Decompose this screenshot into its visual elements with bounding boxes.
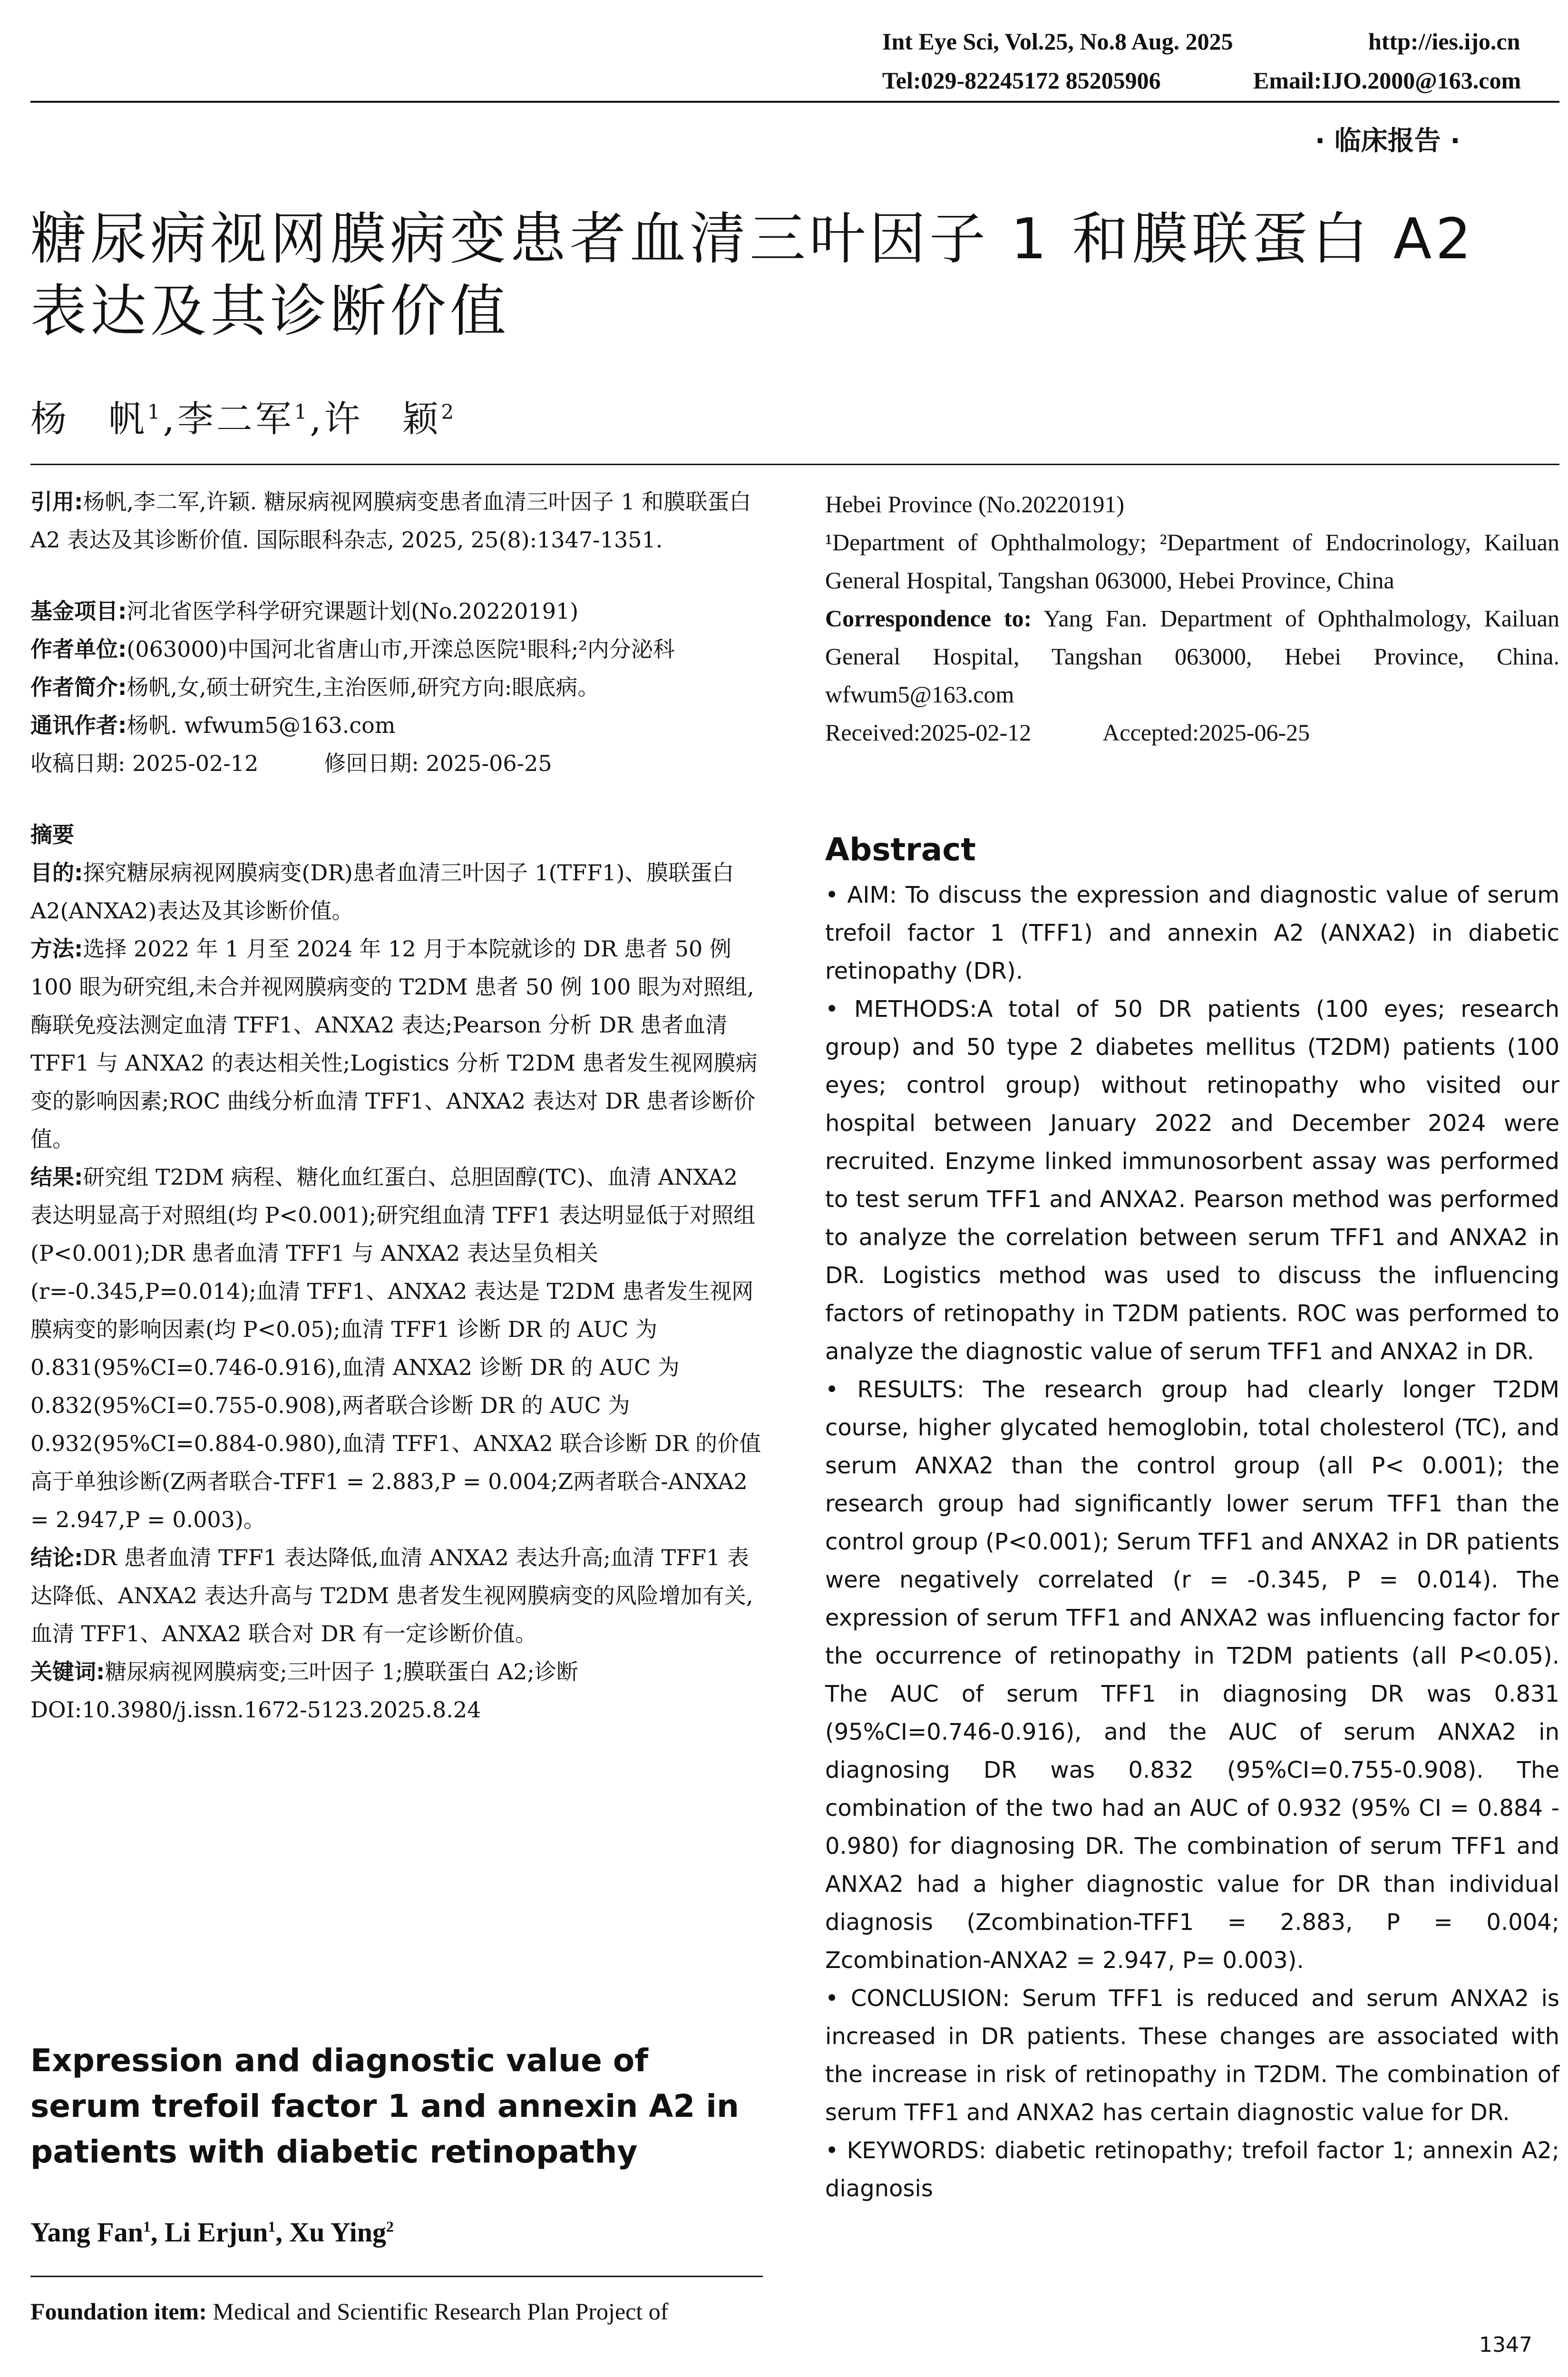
footnote-rule [30, 2276, 763, 2277]
author-affil: 2 [441, 400, 457, 424]
affiliation: ¹Department of Ophthalmology; ²Department of Endocrinology, Kailuan General Hospital, Tangshan 063000, Hebei Province, China [825, 529, 1559, 594]
abstract-results: 结果:研究组 T2DM 病程、糖化血红蛋白、总胆固醇(TC)、血清 ANXA2 表达明显高于对照组(均 P<0.001);研究组血清 TFF1 表达明显低于对照组(P<0.001);DR 患者血清 TFF1 与 ANXA2 表达呈负相关(r=-0.345,P=0.014);血清 TFF1、ANXA2 表达是 T2DM 患者发生视网膜病变的影响因素(均 P<0.05);血清 TFF1 诊断 DR 的 AUC 为 0.831(95%CI=0.746-0.916),血清 ANXA2 诊断 DR 的 AUC 为 0.832(95%CI=0.755-0.908),两者联合诊断 DR 的 AUC 为0.932(95%CI=0.884-0.980),血清 TFF1、ANXA2 联合诊断 DR 的价值高于单独诊断(Z两者联合-TFF1 = 2.883,P = 0.004;Z两者联合-ANXA2 = 2.947,P = 0.003)。 [30, 1164, 761, 1532]
abstract-heading-cn: 摘要 [30, 822, 74, 848]
left-column [30, 483, 763, 1729]
author-name: 杨 帆 [30, 398, 147, 440]
author-unit: 作者单位:(063000)中国河北省唐山市,开滦总医院¹眼科;²内分泌科 [30, 636, 675, 662]
abstract-aim: 目的:探究糖尿病视网膜病变(DR)患者血清三叶因子 1(TFF1)、膜联蛋白 A2(ANXA2)表达及其诊断价值。 [30, 860, 734, 924]
page-number: 1347 [1479, 2333, 1532, 2357]
author-affil: 2 [386, 2218, 394, 2235]
foundation-item: Foundation item: Medical and Scientific Research Plan Project of [30, 2298, 669, 2325]
en-title: Expression and diagnostic value of serum trefoil factor 1 and annexin A2 in patients with diabetic retinopathy [30, 2042, 739, 2170]
abstract-heading-en: Abstract [825, 831, 976, 868]
header-rule [30, 101, 1559, 103]
author-affil: 1 [294, 400, 310, 424]
page-title: 糖尿病视网膜病变患者血清三叶因子 1 和膜联蛋白 A2 表达及其诊断价值 [30, 206, 1475, 344]
section-label: · 临床报告 · [1315, 126, 1461, 156]
dates: 收稿日期: 2025-02-12 修回日期: 2025-06-25 [30, 750, 552, 776]
abstract-en-aim: • AIM: To discuss the expression and diagnostic value of serum trefoil factor 1 (TFF1) and annexin A2 (ANXA2) in diabetic retinopathy (DR). [825, 882, 1559, 984]
keywords: 关键词:糖尿病视网膜病变;三叶因子 1;膜联蛋白 A2;诊断 [30, 1659, 578, 1685]
author-affil: 1 [147, 400, 163, 424]
author-name: Xu Ying [289, 2217, 386, 2248]
foundation-cont: Hebei Province (No.20220191) [825, 491, 1125, 517]
journal-citation: Int Eye Sci, Vol.25, No.8 Aug. 2025 [882, 28, 1233, 55]
author-bio: 作者简介:杨帆,女,硕士研究生,主治医师,研究方向:眼底病。 [30, 674, 600, 700]
abstract-en-results: • RESULTS: The research group had clearly longer T2DM course, higher glycated hemoglobin, total cholesterol (TC), and serum ANXA2 than the control group (all P< 0.001); the research group had significantly lower serum TFF1 than the control group (P<0.001); Serum TFF1 and ANXA2 in DR patients were negatively correlated (r = -0.345, P = 0.014). The expression of serum TFF1 and ANXA2 was influencing factor for the occurrence of retinopathy in T2DM patients (all P<0.05). The AUC of serum TFF1 in diagnosing DR was 0.831 (95%CI=0.746-0.916), and the AUC of serum ANXA2 in diagnosing DR was 0.832 (95%CI=0.755-0.908). The combination of the two had an AUC of 0.932 (95% CI = 0.884 - 0.980) for diagnosing DR. The combination of serum TFF1 and ANXA2 had a higher diagnostic value for DR than individual diagnosis (Zcombination-TFF1 = 2.883, P = 0.004; Zcombination-ANXA2 = 2.947, P= 0.003). [825, 1376, 1559, 1974]
abstract-en-keywords: • KEYWORDS: diabetic retinopathy; trefoil factor 1; annexin A2; diagnosis [825, 2137, 1559, 2202]
author-name: Li Erjun [164, 2217, 268, 2248]
author-affil: 1 [268, 2218, 276, 2235]
abstract-methods: 方法:选择 2022 年 1 月至 2024 年 12 月于本院就诊的 DR 患者 50 例 100 眼为研究组,未合并视网膜病变的 T2DM 患者 50 例 100 眼为对照组,酶联免疫法测定血清 TFF1、ANXA2 表达;Pearson 分析 DR 患者血清 TFF1 与 ANXA2 的表达相关性;Logistics 分析 T2DM 患者发生视网膜病变的影响因素;ROC 曲线分析血清 TFF1、ANXA2 表达对 DR 患者诊断价值。 [30, 936, 758, 1152]
abstract-en-conclusion: • CONCLUSION: Serum TFF1 is reduced and serum ANXA2 is increased in DR patients. These changes are associated with the increase in risk of retinopathy in T2DM. The combination of serum TFF1 and ANXA2 has certain diagnostic value for DR. [825, 1985, 1559, 2126]
author-affil: 1 [143, 2218, 151, 2235]
received-dates: Received:2025-02-12 Accepted:2025-06-25 [825, 719, 1310, 746]
abstract-en [825, 876, 1559, 2208]
author-rule [30, 464, 1559, 465]
author-name: 李二军 [177, 398, 294, 440]
authors-cn: 杨 帆$^1$,李二军$^1$,许 颖$^2$ [30, 398, 457, 440]
abstract-en-methods: • METHODS:A total of 50 DR patients (100 eyes; research group) and 50 type 2 diabetes mellitus (T2DM) patients (100 eyes; control group) without retinopathy who visited our hospital between January 2022 and December 2024 were recruited. Enzyme linked immunosorbent assay was performed to test serum TFF1 and ANXA2. Pearson method was performed to analyze the correlation between serum TFF1 and ANXA2 in DR. Logistics method was used to discuss the influencing factors of retinopathy in T2DM patients. ROC was performed to analyze the diagnostic value of serum TFF1 and ANXA2 in DR. [825, 996, 1559, 1365]
citation: 引用:杨帆,李二军,许颖. 糖尿病视网膜病变患者血清三叶因子 1 和膜联蛋白 A2 表达及其诊断价值. 国际眼科杂志, 2025, 25(8):1347-1351. [30, 489, 751, 553]
journal-tel: Tel:029-82245172 85205906 [882, 67, 1161, 94]
author-name: Yang Fan [30, 2217, 143, 2248]
corresponding-author: 通讯作者:杨帆. wfwum5@163.com [30, 712, 396, 738]
journal-url[interactable]: http://ies.ijo.cn [1368, 28, 1520, 55]
correspondence: Correspondence to: Yang Fan. Department of Ophthalmology, Kailuan General Hospital, Tangshan 063000, Hebei Province, China. wfwum5@163.com [825, 605, 1559, 708]
fund: 基金项目:河北省医学科学研究课题计划(No.20220191) [30, 598, 579, 624]
journal-email[interactable]: Email:IJO.2000@163.com [1253, 67, 1521, 94]
abstract-conclusion: 结论:DR 患者血清 TFF1 表达降低,血清 ANXA2 表达升高;血清 TFF1 表达降低、ANXA2 表达升高与 T2DM 患者发生视网膜病变的风险增加有关,血清 TFF1、ANXA2 联合对 DR 有一定诊断价值。 [30, 1545, 753, 1646]
author-name: 许 颖 [324, 398, 441, 440]
en-authors: Yang Fan$^1$, Li Erjun$^1$, Xu Ying$^2$ [30, 2217, 394, 2248]
right-front-matter [825, 485, 1559, 751]
doi[interactable]: DOI:10.3980/j.issn.1672-5123.2025.8.24 [30, 1697, 481, 1723]
